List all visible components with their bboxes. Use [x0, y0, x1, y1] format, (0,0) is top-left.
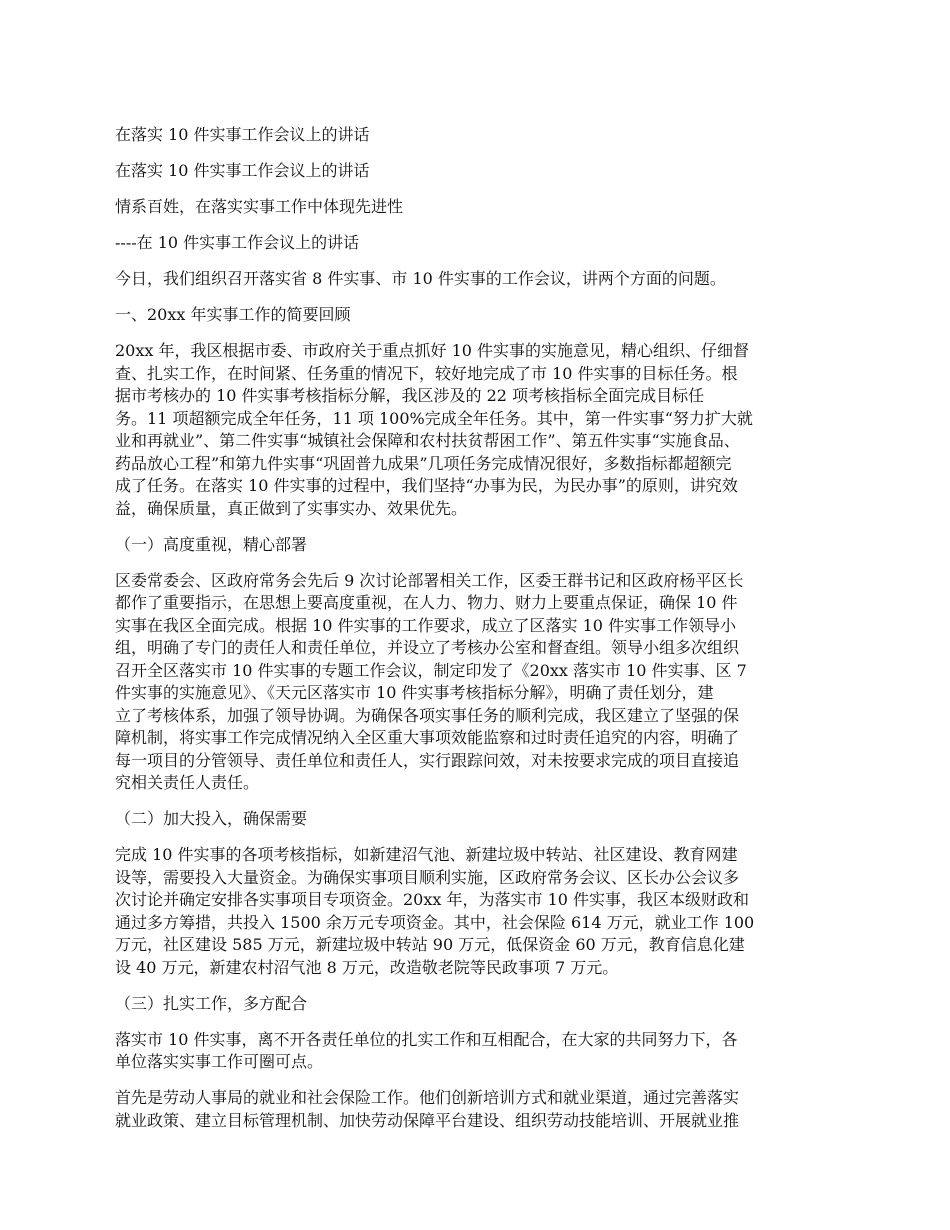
document-title [115, 124, 840, 147]
text-line: 设等，需要投入大量资金。为确保实事项目顺利实施，区政府常务会议、区长办公会议多 [115, 867, 740, 887]
body-paragraph [115, 1087, 840, 1132]
text-line: 完成 10 件实事的各项考核指标，如新建沼气池、新建垃圾中转站、社区建设、教育网建 [115, 845, 738, 864]
text-line: 务。11 项超额完成全年任务，11 项 100%完成全年任务。其中，第一件实事“努力扩大就 [115, 408, 753, 428]
section-heading [115, 534, 840, 557]
text-line: 一、20xx 年实事工作的简要回顾 [115, 305, 351, 324]
section-heading [115, 808, 840, 831]
text-line: 药品放心工程”和第九件实事“巩固普九成果”几项任务完成情况很好，多数指标都超额完 [115, 453, 732, 473]
text-line: 都作了重要指示，在思想上要高度重视，在人力、物力、财力上要重点保证，确保 10 件 [115, 593, 738, 612]
text-line: 查、扎实工作，在时间紧、任务重的情况下，较好地完成了市 10 件实事的目标任务。根 [115, 363, 738, 383]
text-line: 在落实 10 件实事工作会议上的讲话 [115, 161, 370, 180]
text-line: 件实事的实施意见》、《天元区落实市 10 件实事考核指标分解》，明确了责任划分，建 [115, 683, 714, 702]
body-paragraph [115, 1029, 840, 1074]
text-line: 通过多方筹措，共投入 1500 余万元专项资金。其中，社会保险 614 万元，就业工作 100 [115, 912, 755, 932]
text-line: 设 40 万元，新建农村沼气池 8 万元，改造敬老院等民政事项 7 万元。 [115, 957, 619, 977]
text-line: 落实市 10 件实事，离不开各责任单位的扎实工作和互相配合，在大家的共同努力下，各 [115, 1029, 738, 1049]
text-line: （二）加大投入，确保需要 [115, 809, 308, 828]
text-line: 召开全区落实市 10 件实事的专题工作会议，制定印发了《20xx 落实市 10 件实事、区 7 [115, 660, 747, 680]
text-line: 次讨论并确定安排各实事项目专项资金。20xx 年，为落实市 10 件实事，我区本级财政和 [115, 890, 750, 909]
body-paragraph [115, 844, 840, 979]
section-heading [115, 304, 840, 327]
body-paragraph [115, 268, 840, 291]
text-line: 业和再就业”、第二件实事“城镇社会保障和农村扶贫帮困工作”、第五件实事“实施食品、 [115, 431, 740, 450]
text-line: 就业政策、建立目标管理机制、加快劳动保障平台建设、组织劳动技能培训、开展就业推 [115, 1110, 740, 1130]
section-heading [115, 993, 840, 1016]
text-line: 今日，我们组织召开落实省 8 件实事、市 10 件实事的工作会议，讲两个方面的问题。 [115, 269, 726, 288]
text-line: 每一项目的分管领导、责任单位和责任人，实行跟踪问效，对未按要求完成的项目直接追 [115, 750, 740, 770]
text-line: ----在 10 件实事工作会议上的讲话 [115, 233, 360, 252]
document-page [115, 124, 840, 1146]
text-line: 据市考核办的 10 件实事考核指标分解，我区涉及的 22 项考核指标全面完成目标任 [115, 386, 705, 405]
text-line: 万元，社区建设 585 万元，新建垃圾中转站 90 万元，低保资金 60 万元，教育信息化建 [115, 935, 745, 954]
text-line: （三）扎实工作，多方配合 [115, 993, 308, 1013]
text-line: （一）高度重视，精心部署 [115, 534, 308, 554]
text-line: 究相关责任人责任。 [115, 773, 260, 792]
text-line: 立了考核体系，加强了领导协调。为确保各项实事任务的顺利完成，我区建立了坚强的保 [115, 705, 740, 725]
document-title [115, 160, 840, 183]
text-line: 单位落实实事工作可圈可点。 [115, 1052, 324, 1071]
text-line: 益，确保质量，真正做到了实事实办、效果优先。 [115, 498, 468, 518]
text-line: 成了任务。在落实 10 件实事的过程中，我们坚持“办事为民，为民办事”的原则，讲究效 [115, 476, 738, 495]
body-paragraph [115, 340, 840, 520]
text-line: 组，明确了专门的责任人和责任单位，并设立了考核办公室和督查组。领导小组多次组织 [115, 638, 740, 657]
text-line: 20xx 年，我区根据市委、市政府关于重点抓好 10 件实事的实施意见，精心组织、仔细督 [115, 341, 750, 360]
text-line: 实事在我区全面完成。根据 10 件实事的工作要求，成立了区落实 10 件实事工作领导小 [115, 615, 737, 635]
text-line: 首先是劳动人事局的就业和社会保险工作。他们创新培训方式和就业渠道，通过完善落实 [115, 1088, 740, 1107]
text-line: 障机制，将实事工作完成情况纳入全区重大事项效能监察和过时责任追究的内容，明确了 [115, 728, 740, 747]
text-line: 区委常委会、区政府常务会先后 9 次讨论部署相关工作，区委王群书记和区政府杨平区长 [115, 570, 744, 590]
text-line: 情系百姓，在落实实事工作中体现先进性 [115, 197, 404, 216]
speech-subheading [115, 232, 840, 255]
speech-heading [115, 196, 840, 219]
text-line: 在落实 10 件实事工作会议上的讲话 [115, 125, 370, 144]
body-paragraph [115, 570, 840, 795]
